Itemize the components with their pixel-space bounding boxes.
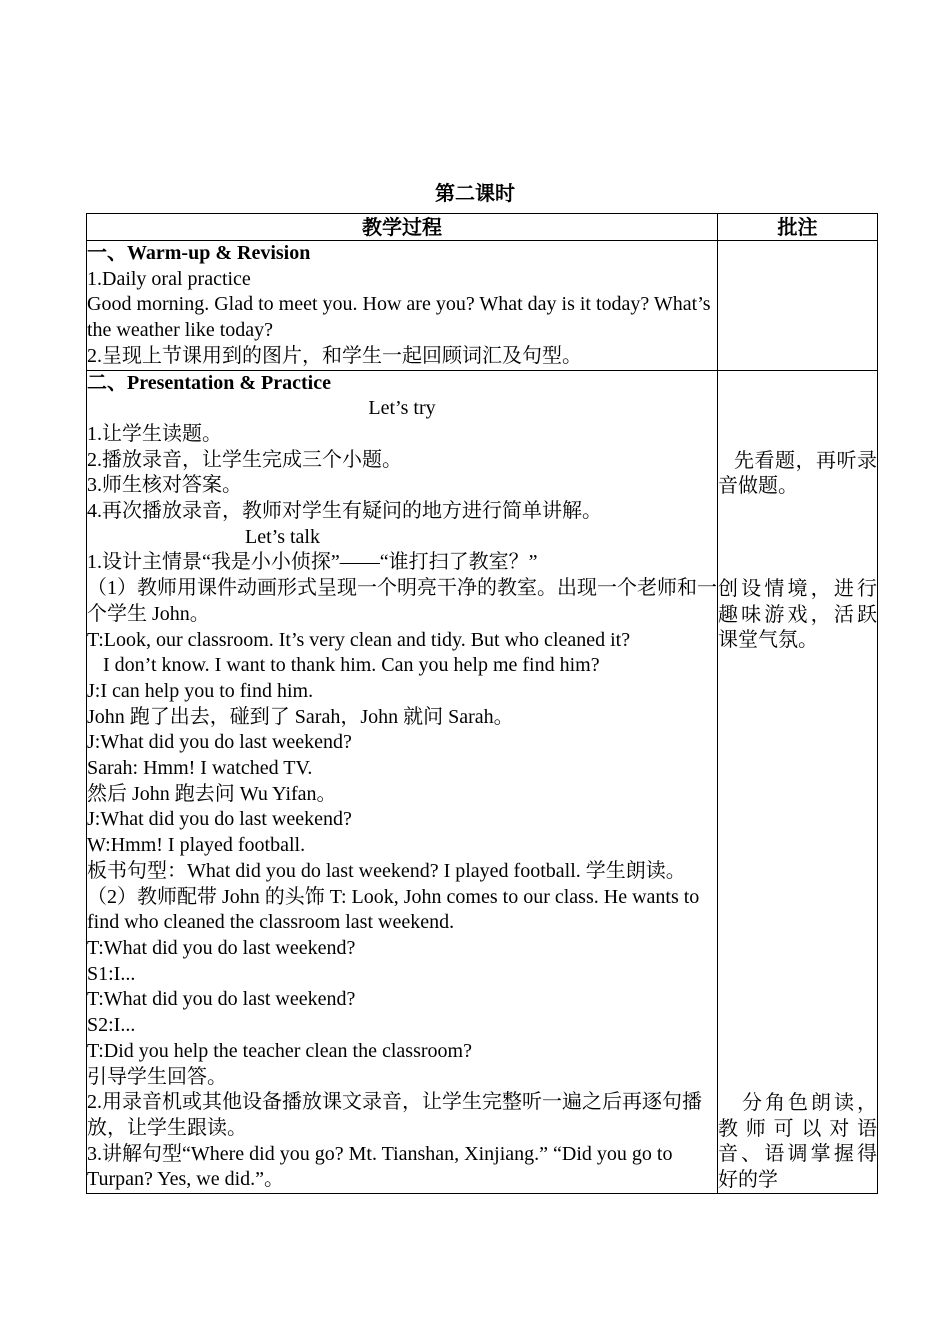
talk-line: 引导学生回答。 [87, 1065, 227, 1088]
lets-try-heading: Let’s try [368, 397, 436, 420]
section-heading-presentation: 二、Presentation & Practice [87, 371, 331, 394]
note-spacer [718, 371, 877, 448]
warmup-line: 2.呈现上节课用到的图片，和学生一起回顾词汇及句型。 [87, 344, 582, 367]
talk-line: T:What did you do last weekend? [87, 936, 356, 959]
warmup-line: Good morning. Glad to meet you. How are you? What day is it today? What’s the weather like today? [87, 293, 711, 342]
table-row-presentation [87, 370, 878, 1194]
talk-line: T:Look, our classroom. It’s very clean and tidy. But who cleaned it? [87, 628, 631, 651]
presentation-cell [87, 370, 718, 1194]
talk-line: 1.设计主情景“我是小小侦探”——“谁打扫了教室？” [87, 551, 538, 574]
lets-talk-heading: Let’s talk [245, 525, 320, 548]
try-line: 3.师生核对答案。 [87, 474, 242, 497]
note-roleplay: 分角色朗读，教师可以对语音、语调掌握得好的学 [718, 1090, 877, 1192]
talk-line: T:What did you do last weekend? [87, 988, 356, 1011]
talk-line: 3.讲解句型“Where did you go? Mt. Tianshan, Xinjiang.” “Did you go to Turpan? Yes, we did.”。 [87, 1142, 673, 1191]
talk-line: （1）教师用课件动画形式呈现一个明亮干净的教室。出现一个老师和一个学生 John。 [87, 577, 717, 625]
table-row-warmup [87, 241, 878, 371]
warmup-line: 1.Daily oral practice [87, 267, 251, 290]
warmup-note-cell [718, 241, 878, 371]
talk-line: 2.用录音机或其他设备播放课文录音，让学生完整听一遍之后再逐句播放，让学生跟读。 [87, 1091, 702, 1139]
warmup-cell [87, 241, 718, 371]
talk-line: （2）教师配带 John 的头饰 T: Look, John comes to our class. He wants to find who cleaned the classroom last weekend. [87, 885, 700, 934]
talk-line: J:What did you do last weekend? [87, 731, 352, 754]
talk-line: T:Did you help the teacher clean the classroom? [87, 1039, 472, 1062]
talk-line: J:I can help you to find him. [87, 679, 314, 702]
section-heading-warmup: 一、Warm-up & Revision [87, 242, 311, 264]
page-title: 第二课时 [435, 181, 515, 205]
talk-line: S2:I... [87, 1014, 136, 1037]
note-talk: 创设情境，进行趣味游戏，活跃课堂气氛。 [718, 575, 877, 652]
talk-line: J:What did you do last weekend? [87, 808, 352, 831]
try-line: 2.播放录音，让学生完成三个小题。 [87, 448, 402, 471]
presentation-note-cell [718, 370, 878, 1194]
lesson-table [86, 213, 878, 1194]
header-notes: 批注 [718, 214, 878, 241]
note-spacer [718, 499, 877, 576]
talk-line: 然后 John 跑去问 Wu Yifan。 [87, 782, 337, 805]
talk-line: Sarah: Hmm! I watched TV. [87, 757, 313, 780]
note-spacer [718, 653, 877, 1090]
try-line: 4.再次播放录音，教师对学生有疑问的地方进行简单讲解。 [87, 500, 602, 523]
talk-line: I don’t know. I want to thank him. Can you help me find him? [103, 654, 600, 677]
table-header-row [87, 214, 878, 241]
talk-line: 板书句型：What did you do last weekend? I played football. 学生朗读。 [87, 859, 686, 882]
talk-line: W:Hmm! I played football. [87, 834, 306, 857]
talk-line: S1:I... [87, 962, 136, 985]
try-line: 1.让学生读题。 [87, 422, 222, 445]
talk-line: John 跑了出去，碰到了 Sarah，John 就问 Sarah。 [87, 705, 514, 728]
header-process: 教学过程 [87, 214, 718, 241]
note-try: 先看题，再听录音做题。 [718, 447, 877, 498]
